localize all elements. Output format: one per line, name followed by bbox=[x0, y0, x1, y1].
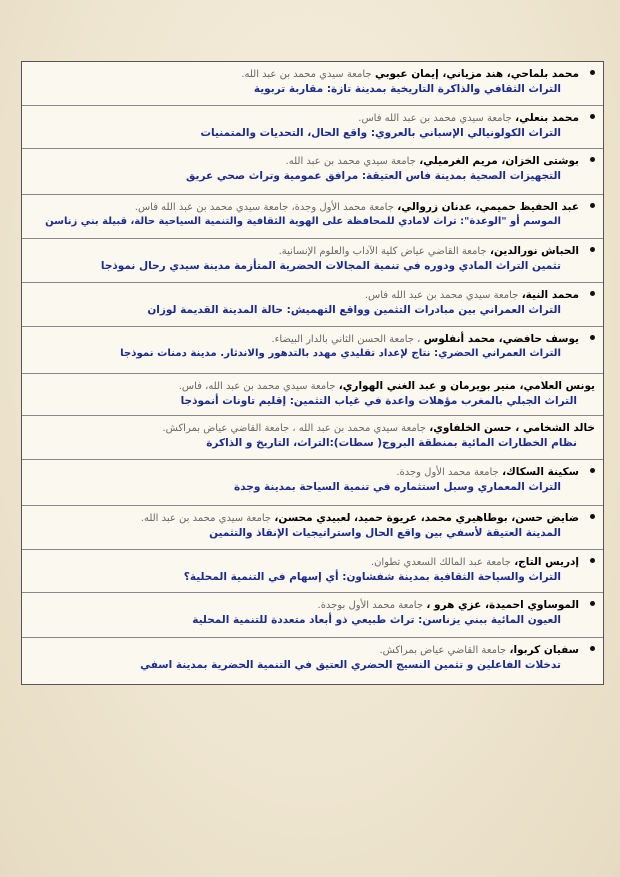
entry-meta bbox=[30, 598, 579, 613]
entry-meta bbox=[30, 154, 579, 169]
bullet-icon bbox=[590, 468, 595, 473]
table-row bbox=[22, 62, 603, 106]
bullet-icon bbox=[590, 114, 595, 119]
table-row bbox=[22, 593, 603, 638]
table-row bbox=[22, 506, 603, 550]
entry-authors: يوسف حافضي، محمد أنفلوس bbox=[423, 333, 579, 345]
entry-title: التراث الجبلي بالمغرب مؤهلات واعدة في غياب التثمين: إقليم تاونات أنموذجا bbox=[180, 395, 577, 407]
table-row bbox=[22, 460, 603, 506]
bullet-icon bbox=[590, 247, 595, 252]
entry-authors: محمد النية، bbox=[521, 289, 579, 301]
entry-meta bbox=[30, 643, 579, 658]
table-row bbox=[22, 416, 603, 460]
entry-affiliation: جامعة محمد الأول وجدة. bbox=[396, 467, 499, 478]
entry-affiliation: جامعة سيدي محمد بن عبد الله. bbox=[140, 513, 272, 524]
entry-title: التجهيزات الصحية بمدينة فاس العتيقة: مرافق عمومية وتراث صحي عريق bbox=[186, 170, 561, 182]
table-row bbox=[22, 374, 603, 416]
entry-affiliation: جامعة القاضي عياض كلية الآداب والعلوم الإنسانية. bbox=[278, 246, 487, 257]
entry-meta bbox=[30, 511, 579, 526]
entry-authors: محمد بنعلي، bbox=[515, 112, 579, 124]
entry-meta bbox=[30, 332, 579, 347]
entry-affiliation: جامعة سيدي محمد بن عبد الله، فاس. bbox=[178, 381, 336, 392]
entry-authors: الموساوي احميدة، عزي هرو ، bbox=[426, 599, 579, 611]
entry-title: التراث المعماري وسبل استثماره في تنمية السياحة بمدينة وجدة bbox=[234, 481, 561, 493]
bullet-icon bbox=[590, 335, 595, 340]
bullet-icon bbox=[590, 157, 595, 162]
entry-title: تدخلات الفاعلين و تثمين النسيج الحضري العتيق في التنمية الحضرية بمدينة اسفي bbox=[140, 659, 561, 671]
entry-affiliation: جامعة محمد الأول بوجدة. bbox=[317, 600, 424, 611]
entry-title: تثمين التراث المادي ودوره في تنمية المجالات الحضرية المتأزمة مدينة سيدي رحال نموذجا bbox=[100, 260, 561, 272]
entry-affiliation: جامعة سيدي محمد بن عبد الله. bbox=[241, 69, 372, 80]
entry-meta bbox=[30, 244, 579, 259]
entry-title: التراث الثقافي والذاكرة التاريخية بمدينة تازة: مقاربة تربوية bbox=[253, 83, 561, 95]
table-row bbox=[22, 283, 603, 327]
entry-affiliation: جامعة القاضي عياض بمراكش. bbox=[379, 645, 507, 656]
entry-meta bbox=[30, 555, 579, 570]
entry-affiliation: ، جامعة الحسن الثاني بالدار البيضاء. bbox=[271, 334, 421, 345]
table-row bbox=[22, 195, 603, 239]
entry-title: التراث العمراني الحضري: نتاج لإعداد تقليدي مهدد بالتدهور والاندثار. مدينة دمنات نموذجا bbox=[120, 348, 561, 359]
entry-affiliation: جامعة سيدي محمد بن عبد الله فاس. bbox=[364, 290, 519, 301]
entry-affiliation: جامعة محمد الأول وجدة، جامعة سيدي محمد بن عبد الله فاس. bbox=[134, 202, 394, 213]
entry-authors: ضايض حسن، بوطاهيري محمد، عريوة حميد، لعبيدي محسن، bbox=[274, 512, 579, 524]
table-row bbox=[22, 239, 603, 283]
bullet-icon bbox=[590, 646, 595, 651]
bullet-icon bbox=[590, 70, 595, 75]
entry-title: التراث الكولونيالي الإسباني بالعروي: واقع الحال، التحديات والمتمنيات bbox=[200, 127, 561, 139]
bullet-icon bbox=[590, 558, 595, 563]
entry-authors: سكينة السكاك، bbox=[502, 466, 579, 478]
entry-title: الموسم أو "الوعدة": تراث لامادي للمحافظة على الهوية الثقافية والتنمية السياحية حالة، قبيلة بني زناسن bbox=[45, 216, 561, 227]
table-row bbox=[22, 149, 603, 195]
bullet-icon bbox=[590, 514, 595, 519]
entry-authors: سفيان كربوا، bbox=[509, 644, 579, 656]
entry-authors: يونس العلامي، منير بويرمان و عبد الغني الهواري، bbox=[338, 380, 595, 392]
entry-meta bbox=[30, 421, 595, 436]
entry-authors: خالد الشخامي ، حسن الخلفاوي، bbox=[429, 422, 595, 434]
table-row bbox=[22, 550, 603, 593]
table-row bbox=[22, 106, 603, 149]
entry-authors: محمد بلماحي، هند مزياني، إيمان عبوبي bbox=[374, 68, 579, 80]
contents-table bbox=[21, 61, 604, 685]
bullet-icon bbox=[590, 291, 595, 296]
entry-title: نظام الخطارات المائية بمنطقة البروج( سطات):التراث، التاريخ و الذاكرة bbox=[206, 437, 577, 449]
table-row bbox=[22, 638, 603, 684]
entry-authors: إدريس التاج، bbox=[514, 556, 579, 568]
entry-authors: عبد الحفيظ حميمي، عدنان زروالي، bbox=[397, 201, 579, 213]
entry-meta bbox=[30, 379, 595, 394]
entry-title: التراث العمراني بين مبادرات التثمين وواقع التهميش: حالة المدينة القديمة لوزان bbox=[147, 304, 561, 316]
entry-affiliation: جامعة عبد المالك السعدي تطوان. bbox=[370, 557, 511, 568]
entry-title: التراث والسياحة الثقافية بمدينة شفشاون: أي إسهام في التنمية المحلية؟ bbox=[183, 571, 561, 583]
entry-meta bbox=[30, 111, 579, 126]
bullet-icon bbox=[590, 601, 595, 606]
entry-meta bbox=[30, 465, 579, 480]
table-row bbox=[22, 327, 603, 374]
entry-meta bbox=[30, 67, 579, 82]
entry-affiliation: جامعة سيدي محمد بن عبد الله فاس. bbox=[358, 113, 512, 124]
entry-title: العيون المائية ببني يزناسن: تراث طبيعي ذو أبعاد متعددة للتنمية المحلية bbox=[192, 614, 561, 626]
entry-meta bbox=[30, 288, 579, 303]
entry-meta bbox=[30, 200, 579, 215]
entry-affiliation: جامعة سيدي محمد بن عبد الله. bbox=[285, 156, 416, 167]
entry-affiliation: جامعة سيدي محمد بن عبد الله ، جامعة القاضي عياض بمراكش. bbox=[162, 423, 426, 434]
bullet-icon bbox=[590, 203, 595, 208]
entry-title: المدينة العتيقة لأسفي بين واقع الحال واستراتيجيات الإنقاذ والتثمين bbox=[209, 527, 561, 539]
entry-authors: بوشتى الخزان، مريم الغرميلي، bbox=[419, 155, 579, 167]
entry-authors: الحباش نورالدين، bbox=[489, 245, 579, 257]
